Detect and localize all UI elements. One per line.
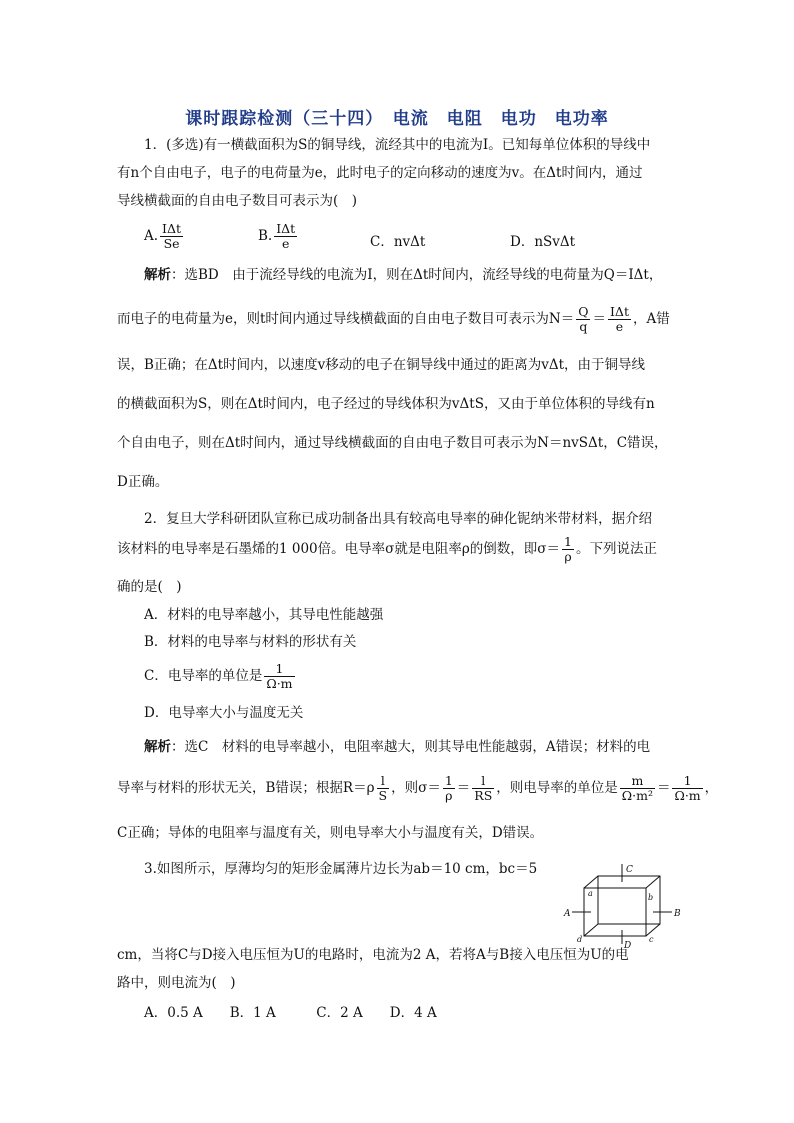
q1-line-1: 1．(多选)有一横截面积为S的铜导线，流经其中的电流为I。已知每单位体积的导线中: [144, 137, 651, 153]
q1-option-c: C．nvΔt: [370, 234, 426, 250]
label-lower-c: c: [649, 935, 654, 944]
q1-option-b: B. $\frac{\text{IΔt}}{e}$: [258, 221, 296, 251]
q3-line-1: 3.如图所示，厚薄均匀的矩形金属薄片边长为ab＝10 cm，bc＝5: [144, 861, 538, 877]
q2-analysis-line-3: C正确；导体的电阻率与温度有关，则电导率大小与温度有关，D错误。: [117, 825, 544, 841]
q2-option-b: B．材料的电导率与材料的形状有关: [144, 634, 357, 650]
q1-analysis-line-2: 而电子的电荷量为e，则t时间内通过导线横截面的自由电子数目可表示为N＝ $\frac{Q}{q}$ ＝ $\frac{\text{IΔt}}{e}$ ，A错: [117, 304, 670, 334]
label-c: C: [626, 865, 633, 875]
label-lower-b: b: [648, 893, 654, 902]
label-lower-d: d: [577, 935, 583, 944]
q1-option-d: D．nSvΔt: [510, 234, 576, 250]
q3-line-3: 路中，则电流为( ): [117, 975, 236, 991]
q2-option-d: D．电导率大小与温度无关: [144, 705, 304, 721]
q1-option-a: A. $\frac{\text{IΔt}}{Se}$: [144, 221, 182, 251]
q1-line-3: 导线横截面的自由电子数目可表示为( ): [117, 193, 358, 209]
q3-options: A．0.5 A B．1 A C．2 A D．4 A: [144, 1005, 437, 1021]
q1-line-2: 有n个自由电子，电子的电荷量为e，此时电子的定向移动的速度为v。在Δt时间内，通过: [117, 165, 643, 181]
q1-analysis-line-5: 个自由电子，则在Δt时间内，通过导线横截面的自由电子数目可表示为N＝nvSΔt，C错误，: [117, 435, 668, 451]
metal-sheet-diagram: [560, 862, 685, 950]
q1-option-b-fraction: $\frac{\text{IΔt}}{e}$: [276, 221, 296, 251]
label-d: D: [624, 941, 632, 950]
label-b: B: [674, 909, 681, 919]
page-title: 课时跟踪检测（三十四） 电流 电阻 电功 电功率: [185, 109, 609, 129]
label-a: A: [564, 909, 571, 919]
q1-analysis-line-4: 的横截面积为S，则在Δt时间内，电子经过的导线体积为vΔtS，又由于单位体积的导线有n: [117, 396, 655, 412]
q2-analysis-line-1: 解析：选C 材料的电导率越小，电阻率越大，则其导电性能越弱，A错误；材料的电: [144, 739, 651, 755]
sheet-front-face: [584, 888, 646, 936]
q2-line-1: 2．复旦大学科研团队宣称已成功制备出具有较高电导率的砷化铌纳米带材料，据介绍: [144, 511, 653, 527]
q2-option-c: C．电导率的单位是 $\frac{1}{\Omega\cdot m}$: [144, 661, 293, 691]
q2-analysis-line-2: 导率与材料的形状无关，B错误；根据R＝ρ $\frac{l}{S}$ ，则σ＝ $\frac{1}{\rho}$ ＝ $\frac{l}{RS}$ ，则电导率的单位是 $\frac{m}{\text{Ω·m²}}$ ＝ $\frac{1}{\Omega\cdot m}$ ，: [117, 773, 719, 803]
q1-analysis-line-6: D正确。: [117, 474, 169, 490]
q2-option-a: A．材料的电导率越小，其导电性能越强: [144, 607, 384, 623]
label-lower-a: a: [588, 889, 593, 898]
q3-line-2: cm，当将C与D接入电压恒为U的电路时，电流为2 A，若将A与B接入电压恒为U的电: [117, 947, 629, 963]
q1-option-a-fraction: $\frac{\text{IΔt}}{Se}$: [162, 221, 182, 251]
q2-line-2: 该材料的电导率是石墨烯的1 000倍。电导率σ就是电阻率ρ的倒数，即σ＝ $\frac{1}{\rho}$ 。下列说法正: [117, 534, 657, 564]
q1-analysis-line-1: 解析：选BD 由于流经导线的电流为I，则在Δt时间内，流经导线的电荷量为Q＝IΔt，: [144, 267, 663, 283]
q2-line-3: 确的是( ): [117, 579, 182, 595]
q1-analysis-line-3: 误，B正确；在Δt时间内，以速度v移动的电子在铜导线中通过的距离为vΔt，由于铜导线: [117, 357, 646, 373]
